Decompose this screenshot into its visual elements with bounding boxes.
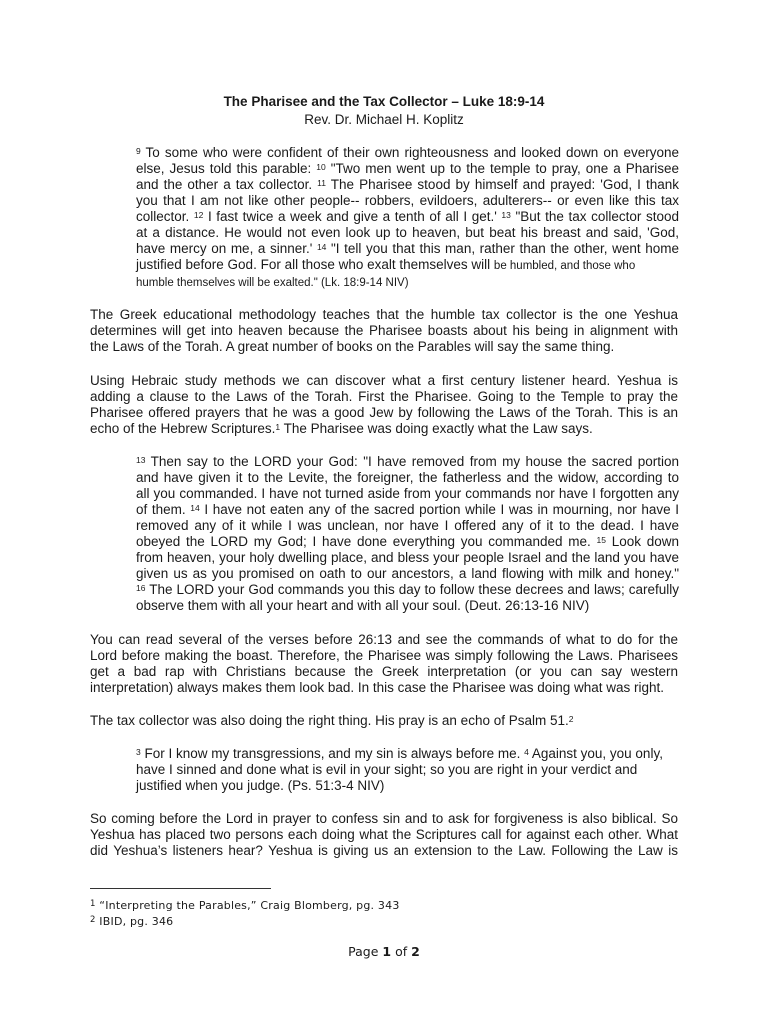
paragraph-line: the Laws of the Torah. A great number of books on the Parables will say the same thing. — [90, 339, 615, 354]
document-title: The Pharisee and the Tax Collector – Luke 18:9-14 — [223, 94, 545, 109]
quote-line: from heaven, your holy dwelling place, and bless your people Israel and the land you have — [136, 550, 679, 565]
paragraph-line: determines will get into heaven because the Pharisee boasts about his being in alignment with — [90, 323, 678, 338]
paragraph-line: Yeshua has placed two persons each doing what the Scriptures call for against each other. What — [90, 827, 678, 842]
paragraph-line: did Yeshua’s listeners hear? Yeshua is giving us an extension to the Law. Following the Law is — [90, 843, 678, 858]
scripture-quote-psalm — [136, 746, 679, 794]
quote-line: $^{16}$ The LORD your God commands you this day to follow these decrees and laws; carefully — [136, 582, 679, 597]
quote-line: collector. $^{12}$ I fast twice a week and give a tenth of all I get.' $^{13}$ "But the tax collector stood — [136, 209, 679, 224]
paragraph-line: interpretation) always makes them look bad. In this case the Pharisee was doing what was right. — [90, 680, 665, 695]
footnote-2: $^2$ IBID, pg. 346 — [90, 915, 174, 928]
paragraph-line: The tax collector was also doing the right thing. His pray is an echo of Psalm 51.$^2$ — [90, 713, 574, 728]
quote-line: at a distance. He would not even look up to heaven, but beat his breast and said, 'God, — [136, 225, 679, 240]
quote-line: all you commanded. I have not turned aside from your commands nor have I forgotten any — [136, 486, 679, 501]
paragraph-line: Using Hebraic study methods we can discover what a first century listener heard. Yeshua is — [90, 373, 678, 388]
paragraph-hebraic-methods — [90, 373, 678, 437]
quote-line: justified when you judge. (Ps. 51:3-4 NIV) — [136, 778, 385, 793]
paragraph-line: Lord before making the boast. Therefore, the Pharisee was simply following the Laws. Pharisees — [90, 648, 678, 663]
quote-line: and the other a tax collector. $^{11}$ The Pharisee stood by himself and prayed: 'God, I thank — [136, 177, 679, 192]
quote-line: of them. $^{14}$ I have not eaten any of the sacred portion while I was in mourning, nor have I — [136, 502, 679, 517]
footnote-ref: 1 — [275, 422, 281, 432]
footnote-ref: 2 — [568, 714, 574, 724]
paragraph-greek-methodology — [90, 307, 678, 355]
quote-line: removed any of it while I was unclean, nor have I offered any of it to the dead. I have — [136, 518, 679, 533]
quote-line: $^9$ To some who were confident of their own righteousness and looked down on everyone — [136, 145, 679, 160]
quote-line: given us as you promised on oath to our ancestors, a land flowing with milk and honey." — [136, 566, 679, 581]
paragraph-line: You can read several of the verses before 26:13 and see the commands of what to do for the — [90, 632, 678, 647]
page-number: Page 1 of 2 — [348, 944, 420, 959]
quote-line: have I sinned and done what is evil in your sight; so you are right in your verdict and — [136, 762, 638, 777]
quote-line: else, Jesus told this parable: $^{10}$ "Two men went up to the temple to pray, one a Pharisee — [136, 161, 679, 176]
paragraph-tax-collector — [90, 713, 678, 729]
paragraph-line: echo of the Hebrew Scriptures.$^1$ The Pharisee was doing exactly what the Law says. — [90, 421, 593, 436]
paragraph-line: Pharisee offered prayers that he was a good Jew by following the Laws of the Torah. This is an — [90, 405, 678, 420]
quote-line: obeyed the LORD my God; I have done everything you commanded me. $^{15}$ Look down — [136, 534, 679, 549]
paragraph-line: So coming before the Lord in prayer to confess sin and to ask for forgiveness is also biblical. So — [90, 811, 678, 826]
quote-line: observe them with all your heart and with all your soul. (Deut. 26:13-16 NIV) — [136, 598, 590, 613]
scripture-quote-luke — [136, 145, 679, 291]
paragraph-line: get a bad rap with Christians because the Greek interpretation (or you can say western — [90, 664, 678, 679]
paragraph-verses-before — [90, 632, 678, 696]
quote-line: and have given it to the Levite, the foreigner, the fatherless and the widow, according to — [136, 470, 679, 485]
paragraph-line: adding a clause to the Laws of the Torah. First the Pharisee. Going to the Temple to pray the — [90, 389, 678, 404]
quote-line: have mercy on me, a sinner.' $^{14}$ "I tell you that this man, rather than the other, went home — [136, 241, 679, 256]
footnote-divider — [90, 888, 271, 889]
quote-line: justified before God. For all those who exalt themselves will be humbled, and those who — [136, 257, 636, 272]
scripture-quote-deuteronomy — [136, 454, 679, 614]
quote-line: $^3$ For I know my transgressions, and my sin is always before me. $^4$ Against you, you only, — [136, 746, 663, 761]
quote-line: $^{13}$ Then say to the LORD your God: "I have removed from my house the sacred portion — [136, 454, 679, 469]
document-author: Rev. Dr. Michael H. Koplitz — [304, 112, 464, 127]
quote-line: you that I am not like other people-- robbers, evildoers, adulterers-- or even like this tax — [136, 193, 679, 208]
footnote-1: $^1$ “Interpreting the Parables,” Craig Blomberg, pg. 343 — [90, 899, 400, 912]
paragraph-line: The Greek educational methodology teaches that the humble tax collector is the one Yeshua — [90, 307, 678, 322]
paragraph-coming-before-lord — [90, 811, 678, 859]
quote-line: humble themselves will be exalted." (Lk. 18:9-14 NIV) — [136, 277, 409, 289]
